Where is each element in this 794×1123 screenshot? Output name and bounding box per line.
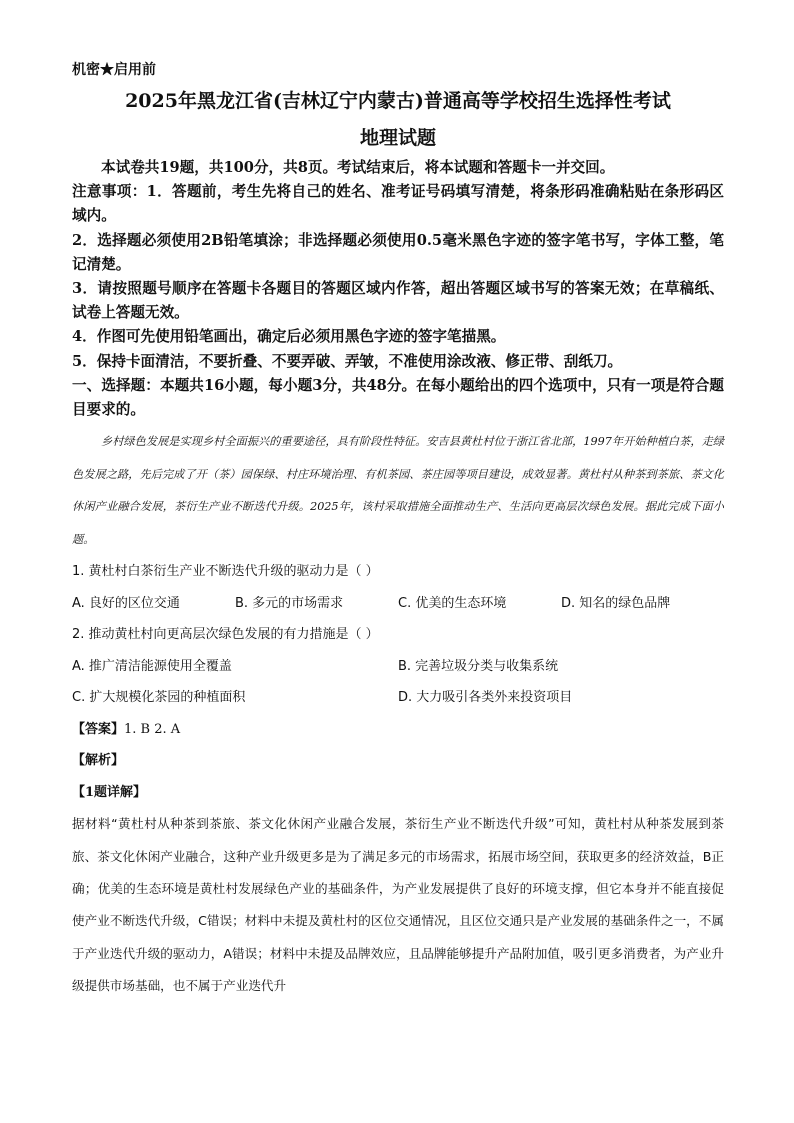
q1-option-a: A. 良好的区位交通 [72, 595, 180, 611]
question-2-options-row-1 [72, 651, 724, 683]
q2-option-a: A. 推广清洁能源使用全覆盖 [72, 658, 232, 674]
q1-option-c: C. 优美的生态环境 [398, 595, 507, 611]
reading-material: 乡村绿色发展是实现乡村全面振兴的重要途径，具有阶段性特征。安吉县黄杜村位于浙江省北部，1997年开始种植白茶，走绿色发展之路，先后完成了开（茶）园保绿、村庄环境治理、有机茶园、茶庄园等项目建设，成效显著。黄杜村从种茶到茶旅、茶文化休闲产业融合发展，茶衍生产业不断迭代升级。2025年，该村采取措施全面推动生产、生活向更高层次绿色发展。据此完成下面小题。 [72, 435, 724, 546]
section-heading: 一、选择题：本题共16小题，每小题3分，共48分。在每小题给出的四个选项中，只有一项是符合题目要求的。 [72, 376, 724, 419]
analysis-heading [72, 745, 724, 777]
note-4: 4．作图可先使用铅笔画出，确定后必须用黑色字迹的签字笔描黑。 [72, 328, 506, 346]
exam-page [72, 60, 724, 1003]
question-2-stem: 2. 推动黄杜村向更高层次绿色发展的有力措施是（ ） [72, 627, 379, 643]
question-2-options-row-2 [72, 682, 724, 714]
analysis-label: 【解析】 [72, 753, 125, 769]
note-3: 3．请按照题号顺序在答题卡各题目的答题区域内作答，超出答题区域书写的答案无效；在草稿纸、试卷上答题无效。 [72, 280, 724, 322]
answer-text: 1. B 2. A [124, 721, 181, 737]
detail-text: 据材料“黄杜村从种茶到茶旅、茶文化休闲产业融合发展，茶衍生产业不断迭代升级”可知，黄杜村从种茶发展到茶旅、茶文化休闲产业融合，这种产业升级更多是为了满足多元的市场需求，拓展市场空间，获取更多的经济效益，B正确；优美的生态环境是黄杜村发展绿色产业的基础条件，为产业发展提供了良好的环境支撑，但它本身并不能直接促使产业不断迭代升级，C错误；材料中未提及黄杜村的区位交通情况，且区位交通只是产业发展的基础条件之一，不属于产业迭代升级的驱动力，A错误；材料中未提及品牌效应，且品牌能够提升产品附加值，吸引更多消费者，为产业升级提供市场基础，也不属于产业迭代升 [72, 816, 724, 994]
detail-label: 【1题详解】 [72, 784, 147, 800]
exam-subject: 地理试题 [359, 127, 436, 149]
exam-title: 2025年黑龙江省(吉林辽宁内蒙古)普通高等学校招生选择性考试 [125, 90, 671, 112]
note-1: 注意事项：1．答题前，考生先将自己的姓名、准考证号码填写清楚，将条形码准确粘贴在条形码区域内。 [72, 183, 724, 225]
note-2: 2．选择题必须使用2B铅笔填涂；非选择题必须使用0.5毫米黑色字迹的签字笔书写，字体工整，笔记清楚。 [72, 231, 724, 273]
confidential-label: 机密★启用前 [72, 62, 156, 78]
answer-label: 【答案】 [72, 721, 125, 737]
q2-option-c: C. 扩大规模化茶园的种植面积 [72, 690, 246, 706]
question-1-stem: 1. 黄杜村白茶衍生产业不断迭代升级的驱动力是（ ） [72, 564, 379, 580]
q1-option-b: B. 多元的市场需求 [235, 595, 344, 611]
question-1-options [72, 588, 724, 620]
note-5: 5．保持卡面清洁，不要折叠、不要弄破、弄皱，不准使用涂改液、修正带、刮纸刀。 [72, 352, 623, 370]
q2-option-d: D. 大力吸引各类外来投资项目 [398, 690, 573, 706]
answer-line [72, 714, 724, 746]
q2-option-b: B. 完善垃圾分类与收集系统 [398, 658, 559, 674]
exam-intro: 本试卷共19题，共100分，共8页。考试结束后，将本试题和答题卡一并交回。 [101, 159, 615, 176]
q1-option-d: D. 知名的绿色品牌 [561, 595, 671, 611]
detail-heading [72, 777, 724, 809]
